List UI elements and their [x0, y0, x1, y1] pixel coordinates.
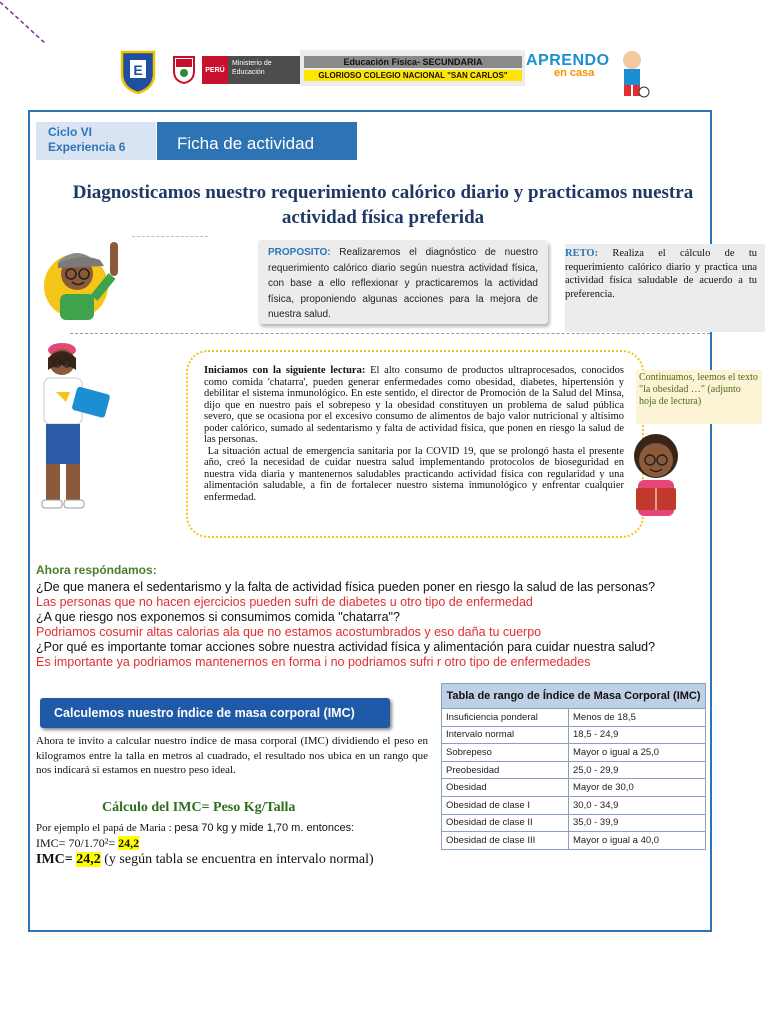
experience-label: Experiencia 6: [48, 140, 126, 154]
answer-3: Es importante ya podriamos mantenernos en forma i no podriamos sufri r otro tipo de enfermedades: [36, 655, 591, 669]
table-cell-range: Menos de 18,5: [569, 709, 706, 727]
table-cell-range: Mayor de 30,0: [569, 779, 706, 797]
table-cell-label: Sobrepeso: [442, 744, 569, 762]
final-lead: IMC=: [36, 852, 73, 867]
mascot-icon: [612, 48, 652, 98]
table-cell-label: Insuficiencia ponderal: [442, 709, 569, 727]
reading-paragraph-1: El alto consumo de productos ultraprocesados, conocidos como comida 'chatarra', pueden generar enfermedades como obesidad, diabetes, hipertensión y debilitar el sistema inmunológico. En este sentido, el director de Promoción de la Salud del Minsa, dijo que en nuestro país el sobrepeso y la obesidad constituyen un problema de salud pública severo, que se ocasiona por el excesivo consumo de alimentos de bajo valor nutricional y altísimo poder calórico, sumado al sedentarismo y falta de actividad física, que ponen en riesgo la salud de las personas.: [204, 365, 625, 445]
page-title: Diagnosticamos nuestro requerimiento calórico diario y practicamos nuestra actividad física preferida: [72, 182, 694, 228]
table-cell-range: 18,5 - 24,9: [569, 726, 706, 744]
table-cell-range: 25,0 - 29,9: [569, 761, 706, 779]
corner-decoration: [0, 0, 48, 48]
boy-reading-illustration: [628, 430, 684, 520]
table-cell-range: Mayor o igual a 25,0: [569, 744, 706, 762]
table-row: [442, 814, 706, 832]
table-row: [442, 744, 706, 762]
cycle-tab: [36, 122, 156, 160]
waving-kid-illustration: [42, 236, 126, 320]
table-cell-range: Mayor o igual a 40,0: [569, 832, 706, 850]
imc-table-title: Tabla de rango de Índice de Masa Corporal (IMC): [442, 684, 706, 709]
cycle-label: Ciclo VI: [48, 125, 93, 139]
question-2: ¿A que riesgo nos exponemos si consumimos comida "chatarra"?: [36, 610, 400, 624]
table-cell-range: 30,0 - 34,9: [569, 796, 706, 814]
section-divider: [70, 333, 710, 335]
divider-line: [132, 236, 208, 238]
table-row: [442, 761, 706, 779]
challenge-label: RETO:: [565, 248, 599, 259]
challenge-text: Realiza el cálculo de tu requerimiento calórico diario y practica una actividad física saludable de acuerdo a tu preferencia.: [565, 248, 758, 300]
answer-1: Las personas que no hacen ejercicios pueden sufri de diabetes u otro tipo de enfermedad: [36, 595, 533, 609]
table-row: [442, 779, 706, 797]
final-value: 24,2: [76, 852, 101, 867]
imc-example: [36, 822, 354, 834]
table-row: [442, 832, 706, 850]
table-cell-label: Obesidad de clase II: [442, 814, 569, 832]
table-cell-label: Obesidad de clase I: [442, 796, 569, 814]
girl-with-tablet-illustration: [30, 340, 112, 512]
imc-formula: Cálculo del IMC= Peso Kg/Talla: [102, 800, 296, 815]
header-course: Educación Física- SECUNDARIA: [304, 56, 522, 68]
table-cell-label: Preobesidad: [442, 761, 569, 779]
final-note: (y según tabla se encuentra en intervalo normal): [104, 852, 374, 867]
purpose-box: [258, 240, 548, 324]
en-casa-text: en casa: [554, 67, 595, 79]
question-3: ¿Por qué es importante tomar acciones sobre nuestra actividad física y alimentación para cuidar nuestra salud?: [36, 640, 656, 654]
purpose-text: Realizaremos el diagnóstico de nuestro requerimiento calórico diario según nuestra actividad física, con base a ello reflexionar y practicaremos la actividad física, proponiendo algunas acciones para la mejora de nuestra salud.: [268, 247, 538, 320]
question-1: ¿De que manera el sedentarismo y la falta de actividad física pueden poner en riesgo la salud de las personas?: [36, 580, 656, 594]
example-lead: Por ejemplo el papá de Maria :: [36, 822, 172, 834]
activity-sheet-title: Ficha de actividad: [157, 122, 357, 160]
imc-calculation: [36, 836, 139, 851]
table-cell-label: Intervalo normal: [442, 726, 569, 744]
aprendo-en-casa-logo: [526, 52, 616, 88]
challenge-box: [565, 244, 765, 332]
ministry-logo: Ministerio de Educación: [228, 56, 300, 84]
calc-expression: IMC= 70/1.70²=: [36, 836, 116, 850]
imc-intro-text: Ahora te invito a calcular nuestro índice de masa corporal (IMC) dividiendo el peso en kilogramos entre la talla en metros al cuadrado, el resultado nos ubica en un rango que nos indicará si estamos en nuestro peso ideal.: [36, 735, 428, 776]
example-data: pesa 70 kg y mide 1,70 m. entonces:: [174, 822, 355, 834]
calc-result: 24,2: [118, 836, 140, 850]
peru-logo: PERÚ: [202, 56, 228, 84]
reading-lead: Iniciamos con la siguiente lectura:: [204, 365, 366, 376]
table-cell-label: Obesidad de clase III: [442, 832, 569, 850]
imc-range-table: [441, 683, 706, 846]
purpose-label: PROPOSITO:: [268, 247, 331, 258]
table-row: [442, 796, 706, 814]
table-row: [442, 709, 706, 727]
table-cell-range: 35,0 - 39,9: [569, 814, 706, 832]
table-row: [442, 726, 706, 744]
aprendo-text: APRENDO: [526, 52, 610, 69]
imc-final-result: [36, 852, 374, 868]
table-cell-label: Obesidad: [442, 779, 569, 797]
questions-heading: Ahora respóndamos:: [36, 563, 157, 577]
reading-text: [204, 365, 624, 503]
school-shield-logo: [118, 48, 158, 94]
answer-2: Podriamos cosumir altas calorias ala que no estamos acostumbrados y eso daña tu cuerpo: [36, 625, 542, 639]
imc-section-banner: Calculemos nuestro índice de masa corporal (IMC): [40, 698, 390, 728]
peru-coat-of-arms-icon: [166, 53, 202, 85]
reading-paragraph-2: La situación actual de emergencia sanitaria por la COVID 19, que se prolongó hasta el presente año, creó la necesidad de cuidar nuestra salud implementando protocolos de bioseguridad en nuestra vida diaria y mantenernos saludables practicando actividad física con regularidad y una alimentación saludable, a fin de fortalecer nuestro sistema inmunológico y enfrentar cualquier enfermedad.: [204, 445, 625, 503]
svg-text:E: E: [133, 62, 143, 78]
header-school: GLORIOSO COLEGIO NACIONAL "SAN CARLOS": [304, 70, 522, 81]
continue-reading-note: Continuamos, leemos el texto "la obesidad …" (adjunto hoja de lectura): [636, 370, 762, 424]
